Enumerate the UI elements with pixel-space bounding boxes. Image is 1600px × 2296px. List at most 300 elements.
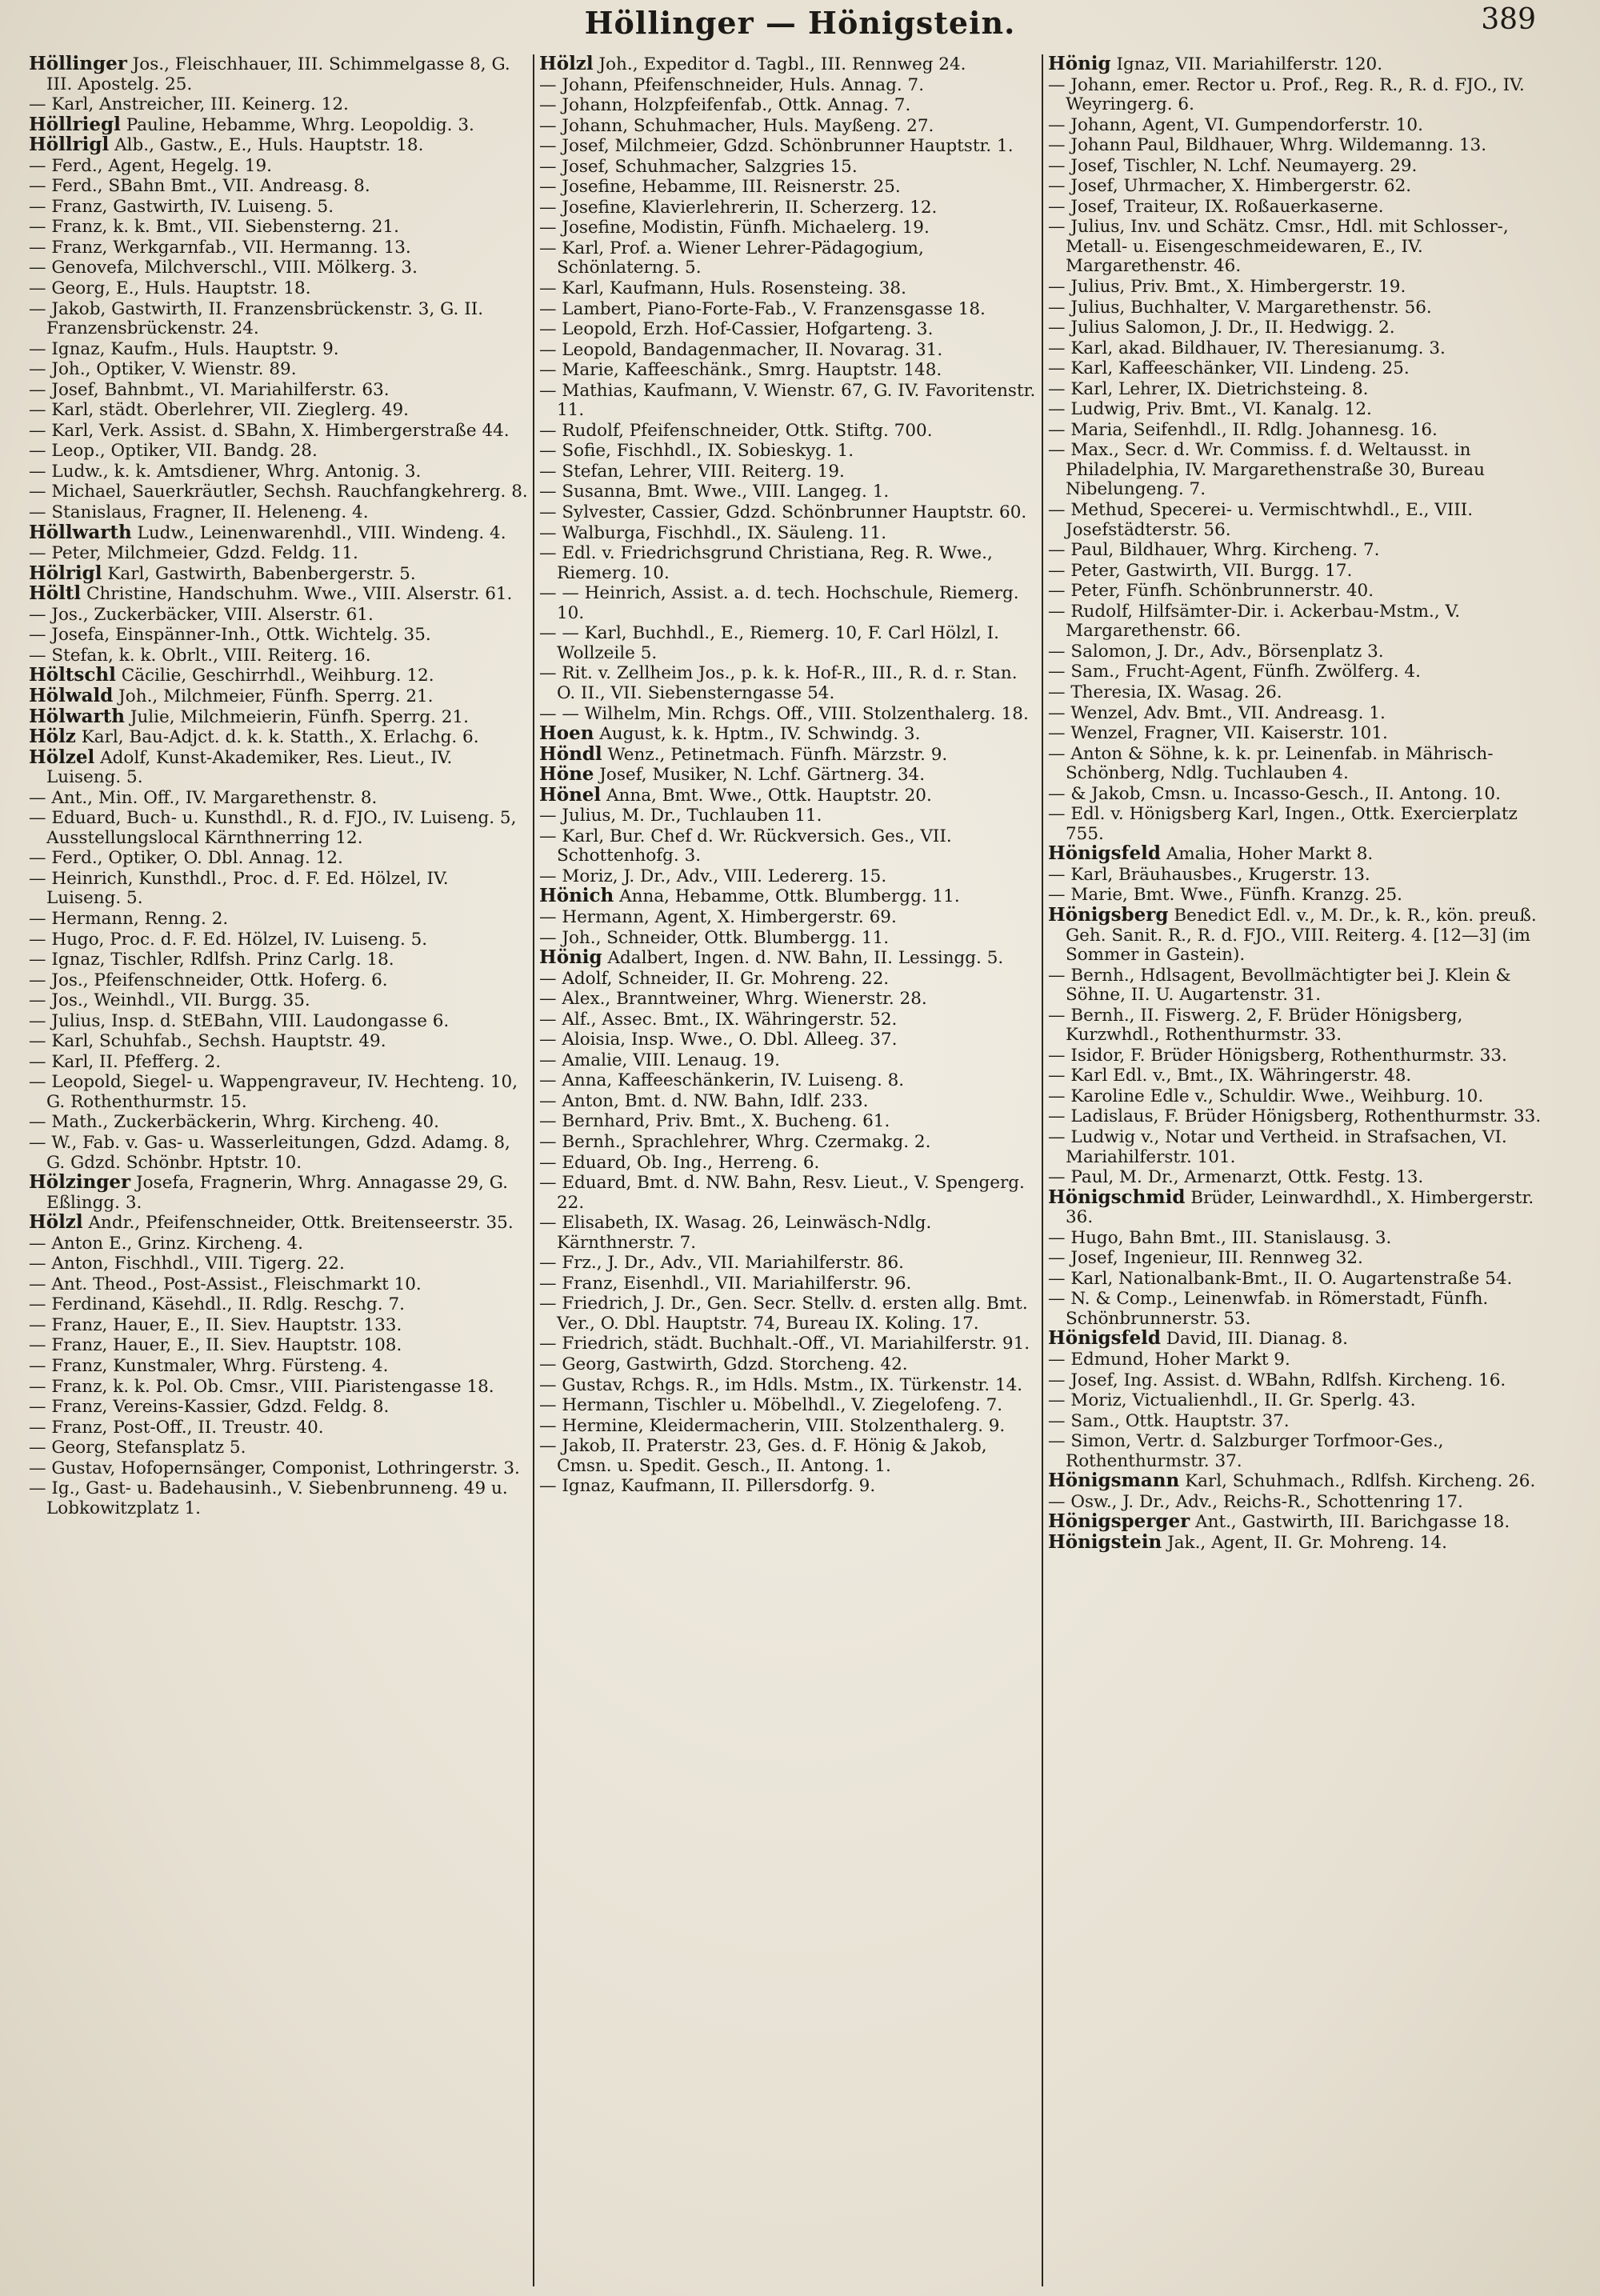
directory-entry bbox=[1048, 500, 1546, 540]
directory-entry bbox=[1048, 440, 1546, 500]
entry-details: — Paul, Bildhauer, Whrg. Kircheng. 7. bbox=[1048, 540, 1380, 561]
entry-details: — Julius, Insp. d. StEBahn, VIII. Laudongasse 6. bbox=[29, 1010, 450, 1031]
column-middle bbox=[533, 54, 1042, 2286]
entry-surname: Höne bbox=[539, 763, 594, 786]
directory-entry bbox=[1048, 1431, 1546, 1471]
entry-details: — Karl, Verk. Assist. d. SBahn, X. Himbergerstraße 44. bbox=[29, 420, 510, 441]
directory-entry bbox=[29, 258, 528, 278]
entry-details: — Ferd., SBahn Bmt., VII. Andreasg. 8. bbox=[29, 176, 370, 197]
entry-details: — Johann, Pfeifenschneider, Huls. Annag. 7. bbox=[539, 74, 925, 95]
entry-details: — Edmund, Hoher Markt 9. bbox=[1048, 1350, 1290, 1370]
entry-details: Josefa, Fragnerin, Whrg. Annagasse 29, G. Eßlingg. 3. bbox=[46, 1173, 508, 1213]
directory-entry bbox=[539, 1070, 1037, 1091]
directory-entry bbox=[29, 666, 528, 686]
directory-entry bbox=[29, 1418, 528, 1438]
entry-details: — Isidor, F. Brüder Hönigsberg, Rothenthurmstr. 33. bbox=[1048, 1045, 1507, 1066]
entry-details: Anna, Bmt. Wwe., Ottk. Hauptstr. 20. bbox=[601, 785, 932, 806]
entry-details: — Franz, Vereins-Kassier, Gdzd. Feldg. 8. bbox=[29, 1397, 390, 1418]
entry-details: — Leopold, Bandagenmacher, II. Novarag. 31. bbox=[539, 339, 943, 360]
entry-details: — Adolf, Schneider, II. Gr. Mohreng. 22. bbox=[539, 968, 890, 989]
directory-entry bbox=[1048, 318, 1546, 338]
entry-details: — Salomon, J. Dr., Adv., Börsenplatz 3. bbox=[1048, 641, 1384, 662]
directory-entry bbox=[29, 299, 528, 339]
directory-entry bbox=[1048, 298, 1546, 318]
entry-details: — Josefine, Klavierlehrerin, II. Scherzerg. 12. bbox=[539, 197, 938, 218]
entry-surname: Hönigsfeld bbox=[1048, 842, 1161, 865]
entry-details: — Jakob, Gastwirth, II. Franzensbrückenstr. 3, G. II. Franzensbrückenstr. 24. bbox=[29, 298, 484, 339]
entry-details: Andr., Pfeifenschneider, Ottk. Breitenseerstr. 35. bbox=[82, 1213, 514, 1234]
directory-entry bbox=[29, 1213, 528, 1234]
entry-details: — Sam., Frucht-Agent, Fünfh. Zwölferg. 4. bbox=[1048, 662, 1421, 682]
entry-details: — Elisabeth, IX. Wasag. 26, Leinwäsch-Ndlg. Kärnthnerstr. 7. bbox=[539, 1213, 932, 1253]
entry-details: — Franz, Werkgarnfab., VII. Hermanng. 13. bbox=[29, 237, 411, 258]
directory-entry bbox=[29, 707, 528, 728]
directory-entry bbox=[1048, 903, 1546, 966]
entry-details: — Karl, akad. Bildhauer, IV. Theresianumg. 3. bbox=[1048, 338, 1446, 358]
entry-details: — Hermann, Renng. 2. bbox=[29, 908, 229, 929]
entry-details: Karl, Gastwirth, Babenbergerstr. 5. bbox=[102, 563, 416, 584]
directory-entry bbox=[29, 1377, 528, 1398]
entry-details: — Karl, II. Pfefferg. 2. bbox=[29, 1051, 222, 1072]
directory-entry bbox=[1048, 561, 1546, 582]
directory-entry bbox=[1048, 1350, 1546, 1370]
entry-details: — Anton E., Grinz. Kircheng. 4. bbox=[29, 1233, 303, 1254]
entry-details: — Leopold, Erzh. Hof-Cassier, Hofgarteng. 3. bbox=[539, 319, 934, 340]
directory-entry bbox=[29, 727, 528, 748]
entry-details: — Leopold, Siegel- u. Wappengraveur, IV. Hechteng. 10, G. Rothenthurmstr. 15. bbox=[29, 1072, 518, 1112]
directory-entry bbox=[1048, 966, 1546, 1006]
directory-entry bbox=[29, 502, 528, 523]
entry-details: — Josefine, Modistin, Fünfh. Michaelerg. 19. bbox=[539, 218, 930, 238]
entry-details: — Anton, Bmt. d. NW. Bahn, Idlf. 233. bbox=[539, 1090, 869, 1111]
directory-entry bbox=[29, 625, 528, 646]
entry-details: — Theresia, IX. Wasag. 26. bbox=[1048, 682, 1282, 702]
directory-entry bbox=[1048, 1269, 1546, 1290]
entry-details: — Joh., Optiker, V. Wienstr. 89. bbox=[29, 359, 297, 380]
entry-details: — Marie, Kaffeeschänk., Smrg. Hauptstr. 148. bbox=[539, 360, 942, 381]
entry-details: — Lambert, Piano-Forte-Fab., V. Franzensgasse 18. bbox=[539, 298, 986, 319]
directory-entry bbox=[29, 1397, 528, 1418]
directory-entry bbox=[539, 157, 1037, 178]
directory-entry bbox=[29, 1274, 528, 1295]
directory-entry bbox=[539, 826, 1037, 866]
entry-details: — Josef, Tischler, N. Lchf. Neumayerg. 29. bbox=[1048, 155, 1418, 176]
entry-details: Joh., Milchmeier, Fünfh. Sperrg. 21. bbox=[113, 686, 434, 706]
entry-details: — Hugo, Bahn Bmt., III. Stanislausg. 3. bbox=[1048, 1227, 1392, 1248]
column-left bbox=[24, 54, 533, 2286]
directory-entry bbox=[29, 930, 528, 950]
entry-details: — Amalie, VIII. Lenaug. 19. bbox=[539, 1050, 781, 1070]
entry-details: — Paul, M. Dr., Armenarzt, Ottk. Festg. 13. bbox=[1048, 1167, 1424, 1188]
entry-details: — Frz., J. Dr., Adv., VII. Mariahilferstr. 86. bbox=[539, 1253, 905, 1274]
directory-entry bbox=[539, 218, 1037, 238]
directory-entry bbox=[29, 380, 528, 401]
entry-details: — Josef, Schuhmacher, Salzgries 15. bbox=[539, 156, 858, 177]
directory-entry bbox=[539, 1334, 1037, 1354]
directory-entry bbox=[539, 462, 1037, 482]
directory-entry bbox=[29, 909, 528, 930]
entry-surname: Hönigsfeld bbox=[1048, 1327, 1161, 1350]
directory-entry bbox=[1048, 358, 1546, 379]
directory-entry bbox=[539, 806, 1037, 826]
directory-entry bbox=[1048, 804, 1546, 844]
entry-details: Adalbert, Ingen. d. NW. Bahn, II. Lessingg. 5. bbox=[602, 948, 1004, 969]
entry-details: — Ludwig, Priv. Bmt., VI. Kanalg. 12. bbox=[1048, 399, 1372, 420]
entry-details: — Hermine, Kleidermacherin, VIII. Stolzenthalerg. 9. bbox=[539, 1415, 1006, 1436]
directory-entry bbox=[29, 421, 528, 442]
entry-details: — — Karl, Buchhdl., E., Riemerg. 10, F. Carl Hölzl, I. Wollzeile 5. bbox=[539, 623, 999, 663]
entry-details: — N. & Comp., Leinenwfab. in Römerstadt, Fünfh. Schönbrunnerstr. 53. bbox=[1048, 1289, 1489, 1329]
directory-entry bbox=[29, 94, 528, 115]
directory-entry bbox=[29, 1356, 528, 1377]
directory-entry bbox=[29, 1173, 528, 1213]
directory-entry bbox=[29, 1112, 528, 1133]
directory-entry bbox=[1048, 1471, 1546, 1492]
entry-details: — Karl Edl. v., Bmt., IX. Währingerstr. 48. bbox=[1048, 1066, 1412, 1086]
directory-entry bbox=[1048, 1370, 1546, 1391]
entry-details: Christine, Handschuhm. Wwe., VIII. Alserstr. 61. bbox=[81, 584, 513, 605]
directory-entry bbox=[1048, 1329, 1546, 1350]
entry-details: Adolf, Kunst-Akademiker, Res. Lieut., IV. Luiseng. 5. bbox=[46, 747, 453, 788]
entry-details: — Simon, Vertr. d. Salzburger Torfmoor-Ges., Rothenthurmstr. 37. bbox=[1048, 1431, 1444, 1471]
entry-details: — Franz, Kunstmaler, Whrg. Fürsteng. 4. bbox=[29, 1356, 389, 1376]
entry-details: — Franz, k. k. Pol. Ob. Cmsr., VIII. Piaristengasse 18. bbox=[29, 1376, 494, 1397]
directory-entry bbox=[29, 339, 528, 360]
directory-entry bbox=[539, 948, 1037, 969]
entry-details: — Franz, Hauer, E., II. Siev. Hauptstr. 133. bbox=[29, 1314, 402, 1335]
entry-details: Ant., Gastwirth, III. Barichgasse 18. bbox=[1190, 1512, 1510, 1533]
directory-entry bbox=[1048, 865, 1546, 886]
entry-details: — — Heinrich, Assist. a. d. tech. Hochschule, Riemerg. 10. bbox=[539, 583, 1019, 623]
entry-details: — Moriz, Victualienhdl., II. Gr. Sperlg. 43. bbox=[1048, 1390, 1416, 1411]
entry-details: — W., Fab. v. Gas- u. Wasserleitungen, Gdzd. Adamg. 8, G. Gdzd. Schönbr. Hptstr. 10. bbox=[29, 1132, 510, 1173]
entry-surname: Hölwarth bbox=[29, 705, 125, 727]
directory-entry bbox=[29, 1458, 528, 1479]
directory-entry bbox=[1048, 217, 1546, 277]
directory-entry bbox=[29, 1478, 528, 1518]
entry-details: — Ferd., Optiker, O. Dbl. Annag. 12. bbox=[29, 848, 343, 869]
directory-entry bbox=[539, 177, 1037, 198]
directory-entry bbox=[29, 482, 528, 502]
directory-entry bbox=[1048, 1411, 1546, 1432]
entry-surname: Hönigsberg bbox=[1048, 903, 1169, 926]
entry-details: — Karl, Prof. a. Wiener Lehrer-Pädagogium, Schönlaterng. 5. bbox=[539, 238, 924, 278]
directory-entry bbox=[539, 783, 1037, 806]
entry-details: — Peter, Gastwirth, VII. Burgg. 17. bbox=[1048, 560, 1353, 581]
entry-details: — Georg, Stefansplatz 5. bbox=[29, 1438, 246, 1458]
entry-details: — Bernh., Hdlsagent, Bevollmächtigter bei J. Klein & Söhne, II. U. Augartenstr. 31. bbox=[1048, 965, 1511, 1006]
entry-details: — Math., Zuckerbäckerin, Whrg. Kircheng. 40. bbox=[29, 1112, 440, 1133]
entry-surname: Höltl bbox=[29, 582, 82, 605]
directory-entry bbox=[1048, 277, 1546, 298]
entry-details: — Ferd., Agent, Hegelg. 19. bbox=[29, 155, 272, 176]
entry-details: — — Wilhelm, Min. Rchgs. Off., VIII. Stolzenthalerg. 18. bbox=[539, 703, 1029, 724]
entry-details: — Walburga, Fischhdl., IX. Säuleng. 11. bbox=[539, 522, 887, 543]
directory-columns bbox=[24, 54, 1552, 2286]
directory-entry bbox=[539, 278, 1037, 299]
entry-details: — Julius, Buchhalter, V. Margarethenstr. 56. bbox=[1048, 297, 1432, 318]
directory-entry bbox=[29, 1011, 528, 1032]
entry-details: — Hermann, Agent, X. Himbergerstr. 69. bbox=[539, 906, 897, 927]
entry-details: — Franz, Post-Off., II. Treustr. 40. bbox=[29, 1417, 324, 1438]
directory-entry bbox=[539, 1274, 1037, 1294]
directory-entry bbox=[1048, 1512, 1546, 1533]
entry-details: — Franz, Eisenhdl., VII. Mariahilferstr. 96. bbox=[539, 1273, 912, 1294]
directory-entry bbox=[29, 990, 528, 1011]
entry-details: — Ignaz, Tischler, Rdlfsh. Prinz Carlg. 18. bbox=[29, 950, 394, 970]
directory-entry bbox=[1048, 75, 1546, 115]
directory-entry bbox=[1048, 338, 1546, 359]
entry-details: — Bernhard, Priv. Bmt., X. Bucheng. 61. bbox=[539, 1111, 890, 1132]
entry-details: — Ig., Gast- u. Badehausinh., V. Siebenbrunneng. 49 u. Lobkowitzplatz 1. bbox=[29, 1478, 508, 1518]
entry-details: — Ant. Theod., Post-Assist., Fleischmarkt 10. bbox=[29, 1274, 422, 1294]
directory-entry bbox=[29, 1294, 528, 1315]
entry-surname: Hönig bbox=[539, 946, 602, 969]
entry-surname: Hölzel bbox=[29, 746, 95, 768]
entry-details: — Georg, E., Huls. Hauptstr. 18. bbox=[29, 278, 311, 299]
entry-details: — Anton, Fischhdl., VIII. Tigerg. 22. bbox=[29, 1254, 345, 1274]
entry-details: Joh., Expeditor d. Tagbl., III. Rennweg 24. bbox=[593, 54, 966, 74]
entry-details: Julie, Milchmeierin, Fünfh. Sperrg. 21. bbox=[124, 706, 469, 727]
directory-entry bbox=[29, 400, 528, 421]
directory-entry bbox=[29, 1133, 528, 1173]
directory-entry bbox=[1048, 1390, 1546, 1411]
entry-details: Ignaz, VII. Mariahilferstr. 120. bbox=[1110, 54, 1383, 74]
directory-entry bbox=[539, 482, 1037, 502]
directory-entry bbox=[29, 646, 528, 666]
directory-entry bbox=[539, 866, 1037, 887]
entry-details: — Hugo, Proc. d. F. Ed. Hölzel, IV. Luiseng. 5. bbox=[29, 929, 428, 950]
directory-entry bbox=[1048, 399, 1546, 420]
entry-details: — Michael, Sauerkräutler, Sechsh. Rauchfangkehrerg. 8. bbox=[29, 482, 528, 502]
entry-details: — Stefan, k. k. Obrlt., VIII. Reiterg. 16. bbox=[29, 645, 371, 666]
directory-entry bbox=[539, 1294, 1037, 1334]
directory-entry bbox=[539, 543, 1037, 583]
directory-entry bbox=[539, 95, 1037, 116]
directory-entry bbox=[29, 1254, 528, 1274]
entry-details: — Osw., J. Dr., Adv., Reichs-R., Schottenring 17. bbox=[1048, 1491, 1463, 1512]
directory-entry bbox=[539, 523, 1037, 544]
directory-entry bbox=[1048, 1086, 1546, 1107]
entry-details: — Karoline Edle v., Schuldir. Wwe., Weihburg. 10. bbox=[1048, 1086, 1484, 1106]
entry-details: — Josefa, Einspänner-Inh., Ottk. Wichtelg. 35. bbox=[29, 625, 431, 646]
entry-details: — Julius, M. Dr., Tuchlauben 11. bbox=[539, 806, 822, 826]
directory-entry bbox=[1048, 642, 1546, 662]
entry-details: — Rit. v. Zellheim Jos., p. k. k. Hof-R., III., R. d. r. Stan. O. II., VII. Siebensterngasse 54. bbox=[539, 663, 1018, 703]
entry-details: — Heinrich, Kunsthdl., Proc. d. F. Ed. Hölzel, IV. Luiseng. 5. bbox=[29, 868, 449, 909]
directory-entry bbox=[539, 765, 1037, 786]
directory-entry bbox=[1048, 602, 1546, 642]
directory-entry bbox=[539, 1253, 1037, 1274]
directory-entry bbox=[29, 1234, 528, 1254]
directory-entry bbox=[1048, 1167, 1546, 1188]
directory-entry bbox=[1048, 723, 1546, 744]
directory-entry bbox=[29, 605, 528, 626]
directory-entry bbox=[539, 1416, 1037, 1437]
entry-details: — Methud, Specerei- u. Vermischtwhdl., E., VIII. Josefstädterstr. 56. bbox=[1048, 500, 1474, 540]
entry-details: — Karl, Schuhfab., Sechsh. Hauptstr. 49. bbox=[29, 1031, 386, 1052]
directory-entry bbox=[539, 1030, 1037, 1050]
directory-entry bbox=[29, 523, 528, 544]
entry-surname: Hölzl bbox=[539, 54, 594, 74]
entry-details: — Wenzel, Adv. Bmt., VII. Andreasg. 1. bbox=[1048, 702, 1386, 723]
directory-entry bbox=[539, 969, 1037, 990]
entry-details: — Sylvester, Cassier, Gdzd. Schönbrunner Hauptstr. 60. bbox=[539, 502, 1027, 523]
directory-entry bbox=[539, 299, 1037, 320]
directory-entry bbox=[539, 623, 1037, 663]
entry-details: Anna, Hebamme, Ottk. Blumbergg. 11. bbox=[614, 886, 960, 907]
directory-entry bbox=[539, 663, 1037, 703]
directory-entry bbox=[539, 928, 1037, 949]
entry-details: — Josefine, Hebamme, III. Reisnerstr. 25. bbox=[539, 177, 901, 198]
entry-details: Josef, Musiker, N. Lchf. Gärtnerg. 34. bbox=[594, 765, 926, 786]
entry-details: — Franz, Gastwirth, IV. Luiseng. 5. bbox=[29, 196, 334, 217]
entry-details: — Ferdinand, Käsehdl., II. Rdlg. Reschg. 7. bbox=[29, 1294, 405, 1315]
directory-entry bbox=[1048, 682, 1546, 703]
directory-entry bbox=[29, 970, 528, 991]
directory-entry bbox=[29, 462, 528, 482]
directory-entry bbox=[539, 1111, 1037, 1132]
entry-details: — Hermann, Tischler u. Möbelhdl., V. Ziegelofeng. 7. bbox=[539, 1395, 1003, 1416]
entry-details: Karl, Bau-Adjct. d. k. k. Statth., X. Erlachg. 6. bbox=[75, 727, 479, 748]
directory-entry bbox=[539, 421, 1037, 442]
entry-details: — Friedrich, städt. Buchhalt.-Off., VI. Mariahilferstr. 91. bbox=[539, 1334, 1030, 1354]
page-number: 389 bbox=[1481, 3, 1536, 36]
directory-entry bbox=[29, 686, 528, 707]
directory-entry bbox=[29, 808, 528, 848]
directory-entry bbox=[29, 1031, 528, 1052]
directory-entry bbox=[1048, 379, 1546, 400]
directory-entry bbox=[1048, 54, 1546, 75]
entry-details: Karl, Schuhmach., Rdlfsh. Kircheng. 26. bbox=[1179, 1471, 1536, 1492]
directory-entry bbox=[1048, 156, 1546, 177]
entry-details: Alb., Gastw., E., Huls. Hauptstr. 18. bbox=[109, 135, 424, 156]
entry-details: — Karl, Lehrer, IX. Dietrichsteing. 8. bbox=[1048, 378, 1369, 399]
directory-entry bbox=[1048, 135, 1546, 156]
entry-details: — Karl, Bräuhausbes., Krugerstr. 13. bbox=[1048, 864, 1370, 885]
entry-details: — Julius, Priv. Bmt., X. Himbergerstr. 19. bbox=[1048, 277, 1406, 298]
entry-details: Benedict Edl. v., M. Dr., k. R., kön. preuß. Geh. Sanit. R., R. d. FJO., VIII. Reiterg. 4. [12—3] (im Sommer in Gastein). bbox=[1066, 905, 1537, 966]
entry-details: — Johann, Schuhmacher, Huls. Mayßeng. 27. bbox=[539, 115, 934, 136]
directory-entry bbox=[539, 198, 1037, 218]
directory-entry bbox=[29, 359, 528, 380]
entry-details: — Stefan, Lehrer, VIII. Reiterg. 19. bbox=[539, 461, 845, 482]
entry-details: — Rudolf, Hilfsämter-Dir. i. Ackerbau-Mstm., V. Margarethenstr. 66. bbox=[1048, 601, 1461, 642]
entry-details: — Eduard, Buch- u. Kunsthdl., R. d. FJO., IV. Luiseng. 5, Ausstellungslocal Kärnthnerring 12. bbox=[29, 808, 517, 848]
directory-entry bbox=[29, 1315, 528, 1336]
entry-details: — Ludw., k. k. Amtsdiener, Whrg. Antonig. 3. bbox=[29, 461, 422, 482]
entry-surname: Hönich bbox=[539, 885, 614, 907]
directory-entry bbox=[29, 278, 528, 299]
entry-details: — Ludwig v., Notar und Vertheid. in Strafsachen, VI. Mariahilferstr. 101. bbox=[1048, 1126, 1507, 1167]
directory-entry bbox=[29, 217, 528, 238]
directory-entry bbox=[29, 869, 528, 909]
entry-surname: Höllwarth bbox=[29, 521, 132, 543]
entry-details: — Jakob, II. Praterstr. 23, Ges. d. F. Hönig & Jakob, Cmsn. u. Spedit. Gesch., II. Antong. 1. bbox=[539, 1436, 987, 1476]
page-header bbox=[0, 0, 1600, 48]
directory-entry bbox=[29, 176, 528, 197]
entry-details: — Ladislaus, F. Brüder Hönigsberg, Rothenthurmstr. 33. bbox=[1048, 1106, 1542, 1127]
directory-entry bbox=[539, 724, 1037, 745]
entry-details: — Wenzel, Fragner, VII. Kaiserstr. 101. bbox=[1048, 723, 1388, 744]
entry-details: — Alf., Assec. Bmt., IX. Währingerstr. 52. bbox=[539, 1009, 898, 1030]
directory-entry bbox=[539, 1375, 1037, 1396]
directory-entry bbox=[1048, 540, 1546, 561]
directory-entry bbox=[29, 238, 528, 258]
directory-entry bbox=[29, 1052, 528, 1073]
directory-entry bbox=[539, 116, 1037, 137]
entry-details: — Ant., Min. Off., IV. Margarethenstr. 8. bbox=[29, 787, 378, 808]
entry-details: — Josef, Uhrmacher, X. Himbergerstr. 62. bbox=[1048, 176, 1412, 197]
entry-details: — Anton & Söhne, k. k. pr. Leinenfab. in Mährisch-Schönberg, Ndlg. Tuchlauben 4. bbox=[1048, 743, 1494, 784]
directory-entry bbox=[29, 197, 528, 218]
entry-details: — Leop., Optiker, VII. Bandg. 28. bbox=[29, 441, 318, 462]
entry-details: — Gustav, Hofopernsänger, Componist, Lothringerstr. 3. bbox=[29, 1458, 520, 1478]
entry-details: — & Jakob, Cmsn. u. Incasso-Gesch., II. Antong. 10. bbox=[1048, 783, 1501, 804]
directory-entry bbox=[539, 381, 1037, 421]
entry-details: — Peter, Fünfh. Schönbrunnerstr. 40. bbox=[1048, 581, 1374, 602]
entry-details: — Maria, Seifenhdl., II. Rdlg. Johannesg. 16. bbox=[1048, 419, 1438, 440]
directory-entry bbox=[1048, 1248, 1546, 1269]
entry-details: — Ignaz, Kaufm., Huls. Hauptstr. 9. bbox=[29, 338, 339, 359]
entry-details: — Johann Paul, Bildhauer, Whrg. Wildemanng. 13. bbox=[1048, 135, 1487, 156]
entry-details: — Karl, städt. Oberlehrer, VII. Zieglerg. 49. bbox=[29, 400, 410, 421]
entry-details: — Karl, Bur. Chef d. Wr. Rückversich. Ges., VII. Schottenhofg. 3. bbox=[539, 826, 952, 866]
entry-details: — Karl, Kaufmann, Huls. Rosensteing. 38. bbox=[539, 278, 906, 299]
column-right bbox=[1042, 54, 1550, 2286]
entry-surname: Hönigsmann bbox=[1048, 1470, 1180, 1492]
entry-details: — Mathias, Kaufmann, V. Wienstr. 67, G. IV. Favoritenstr. 11. bbox=[539, 380, 1036, 421]
directory-entry bbox=[29, 543, 528, 564]
directory-entry bbox=[539, 1354, 1037, 1375]
directory-entry bbox=[1048, 703, 1546, 724]
entry-surname: Höllrigl bbox=[29, 134, 110, 156]
entry-surname: Hölrigl bbox=[29, 562, 102, 584]
directory-entry bbox=[29, 564, 528, 585]
directory-entry bbox=[1048, 197, 1546, 218]
entry-details: — Aloisia, Insp. Wwe., O. Dbl. Alleeg. 37. bbox=[539, 1030, 898, 1050]
directory-entry bbox=[539, 1213, 1037, 1253]
directory-entry bbox=[539, 989, 1037, 1010]
entry-details: — Franz, Hauer, E., II. Siev. Hauptstr. 108. bbox=[29, 1335, 402, 1356]
directory-entry bbox=[539, 1050, 1037, 1071]
directory-entry bbox=[539, 1091, 1037, 1112]
directory-entry bbox=[1048, 581, 1546, 602]
directory-entry bbox=[1048, 744, 1546, 784]
entry-details: — Gustav, Rchgs. R., im Hdls. Mstm., IX. Türkenstr. 14. bbox=[539, 1374, 1023, 1395]
entry-details: — Franz, k. k. Bmt., VII. Siebensterng. 21. bbox=[29, 217, 399, 238]
entry-details: — Genovefa, Milchverschl., VIII. Mölkerg. 3. bbox=[29, 258, 418, 278]
entry-details: — Alex., Branntweiner, Whrg. Wienerstr. 28. bbox=[539, 989, 927, 1010]
directory-entry bbox=[1048, 1492, 1546, 1513]
entry-details: — Johann, emer. Rector u. Prof., Reg. R., R. d. FJO., IV. Weyringerg. 6. bbox=[1048, 74, 1525, 115]
directory-entry bbox=[539, 319, 1037, 340]
directory-entry bbox=[539, 136, 1037, 157]
directory-entry bbox=[29, 788, 528, 809]
entry-details: — Josef, Ingenieur, III. Rennweg 32. bbox=[1048, 1248, 1363, 1269]
entry-details: — Josef, Bahnbmt., VI. Mariahilferstr. 63. bbox=[29, 379, 390, 400]
directory-entry bbox=[539, 1395, 1037, 1416]
directory-entry bbox=[1048, 662, 1546, 682]
directory-entry bbox=[1048, 1289, 1546, 1329]
entry-details: — Jos., Pfeifenschneider, Ottk. Hoferg. 6. bbox=[29, 970, 388, 990]
directory-entry bbox=[29, 1335, 528, 1356]
entry-details: — Edl. v. Friedrichsgrund Christiana, Reg. R. Wwe., Riemerg. 10. bbox=[539, 543, 993, 583]
entry-details: — Bernh., II. Fiswerg. 2, F. Brüder Hönigsberg, Kurzwhdl., Rothenthurmstr. 33. bbox=[1048, 1005, 1463, 1046]
entry-details: — Jos., Weinhdl., VII. Burgg. 35. bbox=[29, 990, 310, 1011]
entry-details: — Edl. v. Hönigsberg Karl, Ingen., Ottk. Exercierplatz 755. bbox=[1048, 804, 1518, 844]
directory-entry bbox=[539, 238, 1037, 278]
